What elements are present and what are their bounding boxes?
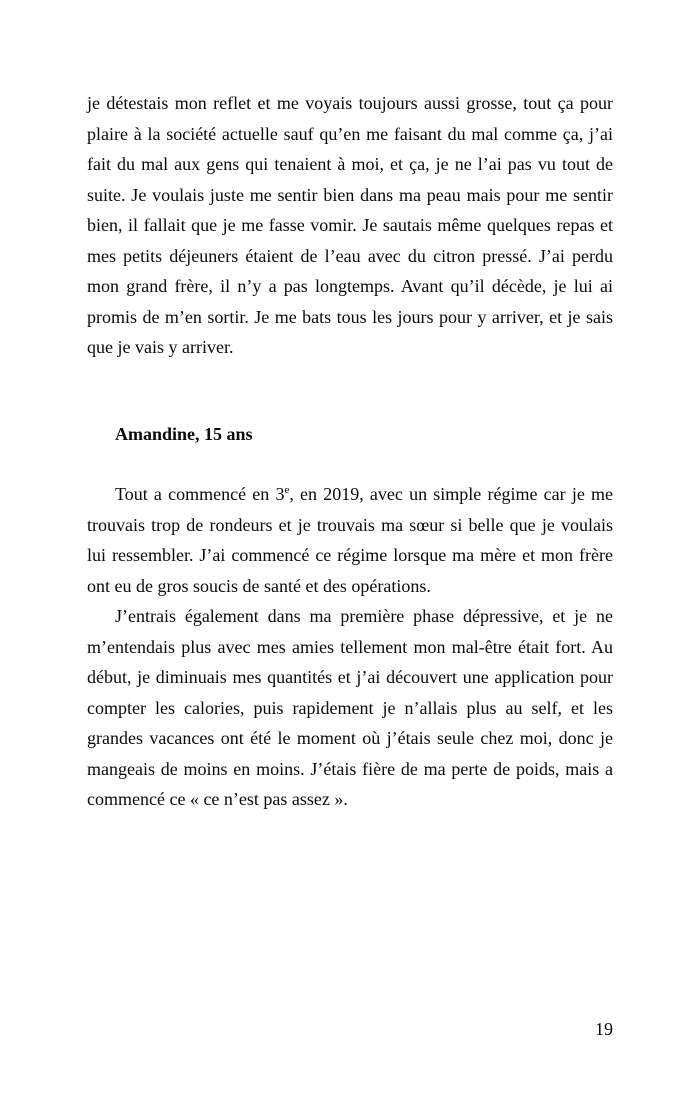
section-heading: Amandine, 15 ans xyxy=(115,423,253,444)
ordinal-superscript: e xyxy=(284,484,290,496)
page-number: 19 xyxy=(595,1019,613,1039)
text-block xyxy=(87,88,613,815)
paragraph-continuation: je détestais mon reflet et me voyais toujours aussi grosse, tout ça pour plaire à la société actuelle sauf qu’en me faisant du mal comme ça, j’ai fait du mal aux gens qui tenaient à moi, et ça, je ne l’ai pas vu tout de suite. Je voulais juste me sentir bien dans ma peau mais pour me sentir bien, il fallait que je me fasse vomir. Je sautais même quelques repas et mes petits déjeuners étaient de l’eau avec du citron pressé. J’ai perdu mon grand frère, il n’y a pas longtemps. Avant qu’il décède, je lui ai promis de m’en sortir. Je me bats tous les jours pour y arriver, et je sais que je vais y arriver. xyxy=(87,93,613,357)
paragraph-text-after-superscript: , en 2019, avec un simple régime car je me trouvais trop de rondeurs et je trouvais ma sœur si belle que je voulais lui ressembler. J’ai commencé ce régime lorsque ma mère et mon frère ont eu de gros soucis de santé et des opérations. xyxy=(87,484,613,596)
paragraph-text-before-superscript: Tout a commencé en 3 xyxy=(115,484,285,504)
paragraph xyxy=(87,479,613,601)
paragraph: J’entrais également dans ma première phase dépressive, et je ne m’entendais plus avec mes amies tellement mon mal-être était fort. Au début, je diminuais mes quantités et j’ai découvert une application pour compter les calories, puis rapidement je n’allais plus au self, et les grandes vacances ont été le moment où j’étais seule chez moi, donc je mangeais de moins en moins. J’étais fière de ma perte de poids, mais a commencé ce « ce n’est pas assez ». xyxy=(87,606,613,809)
